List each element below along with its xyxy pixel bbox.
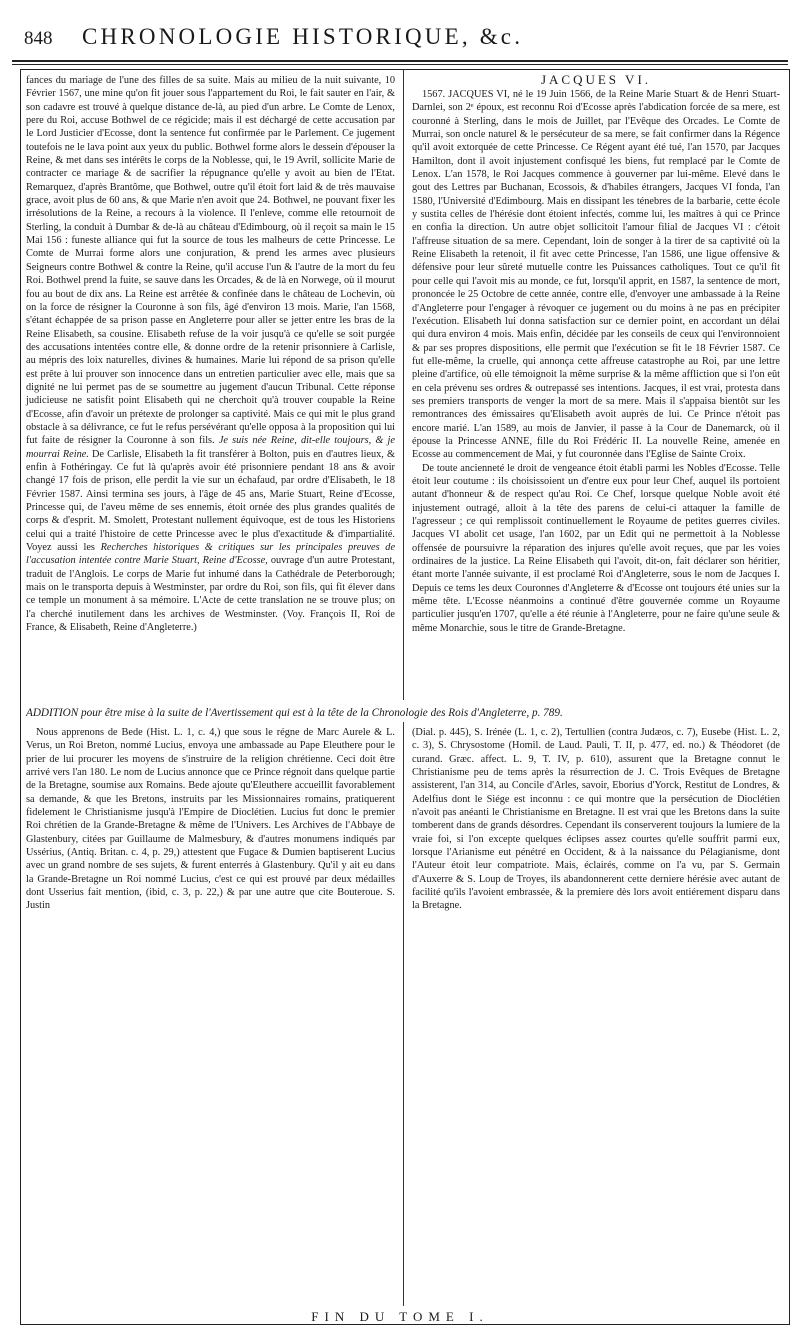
header-rule-thin [12, 64, 788, 65]
addition-right-text: (Dial. p. 445), S. Irénée (L. 1, c. 2), Tertullien (contra Judæos, c. 7), Eusebe (Hist. L. 2, c. 3), S. Chrysostome (Homil. de Laud. Pauli, T. II, p. 477, ed. no.) & Théodoret (de curand. Græc. affect. L. 9, T. IV, p. 610), assurent que la Bretagne connut le Christianisme peu de tems après la résurrection de J. C. Trois Evêques de Bretagne assisterent, l'an 314, au Concile d'Arles, savoir, Eborius d'Yorck, Restitut de Londres, & Adelfius dont le Siége est inconnu : ce qui montre que la persécution de Dioclétien n'avoit pas anéanti le Christianisme en Bretagne. Il est vrai que les Bretons dans la suite tomberent dans de grands désordres. Cependant ils conserverent toujours la lumiere de la vraie foi, si l'on excepte quelques éclipses assez courtes qu'elle souffrit parmi eux, lorsque l'Arianisme eut pénétré en Occident, & à la naissance du Pélagianisme, dont l'Auteur étoit leur compatriote. Mais, éclairés, comme on l'a vu, par S. Germain d'Auxerre & S. Loup de Troyes, ils abandonnerent cette derniere hérésie avec autant de facilité qu'ils l'avoient embrassée, & la premiere dès lors avoit entiérement disparu dans la Bretagne. [412, 727, 780, 912]
left-text-2: De Carlisle, Elisabeth la fit transférer à Bolton, puis en d'autres lieux, & enfin à Fothéringay. Ce fut là qu'après avoir été prisonniere pendant 18 ans & avoir changé 17 fois de prison, elle perdit la vie sur un échafaud, par ordre d'Elisabeth, le 18 Février 1587. Ainsi termina ses jours, à l'âge de 45 ans, Marie Stuart, Reine d'Ecosse, Princesse qui, de l'aveu même de ses ennemis, étoit ornée des plus grandes qualités de corps & d'esprit. M. Smolett, Protestant nullement équivoque, est de tous les Historiens celui qui a traité l'histoire de cette Princesse avec le plus d'exactitude & d'impartialité. Voyez aussi les [26, 448, 395, 554]
addition-left-text: Nous apprenons de Bede (Hist. L. 1, c. 4,) que sous le régne de Marc Aurele & L. Verus, un Roi Breton, nommé Lucius, envoya une ambassade au Pape Eleuthere pour le prier de lui procurer les moyens de s'instruire de la religion chrétienne. Ceci doit être arrivé vers l'an 180. Le nom de Lucius annonce que ce Prince régnoit dans quelque partie de la Bretagne, soumise aux Romains. Bede ajoute qu'Eleuthere accueillit favorablement sa demande, & que les Bretons, instruits par les Missionnaires romains, pratiquerent fidelement le Christianisme jusqu'à l'Empire de Dioclétien. Lucius fut donc le premier Roi chrétien de la Grande-Bretagne & même de l'Univers. Les Archives de l'Abbaye de Glastenbury, citées par Guillaume de Malmesbury, & d'autres monumens indiqués par Ussérius, (Antiq. Britan. c. 4, p. 29,) attestent que Fugace & Dumien baptiserent Lucius avec un grand nombre de ses sujets, & furent enterrés à Glastenbury. Qu'il y ait eu dans la Grande-Bretagne un Roi nommé Lucius, c'est ce qui est prouvé par deux médailles dont Usserius fait mention, (ibid, c. 3, p. 22,) & par une autre que cite Bouteroue. S. Justin [26, 727, 395, 912]
quote: Je suis née Reine, dit-elle toujours, & je mourrai Reine. [26, 435, 395, 460]
column-divider-lower [403, 722, 404, 1306]
addition-right-column [412, 726, 780, 913]
header-rule [12, 60, 788, 62]
right-column [412, 88, 780, 635]
right-text-2: De toute ancienneté le droit de vengeance étoit établi parmi les Nobles d'Ecosse. Telle étoit leur coutume : ils choisissoient un d'entre eux pour leur Chef, auquel ils portoient autant d'honneur & de respect qu'au Roi. Ce Chef, lorsque quelque Noble avoit été injustement outragé, alloit à la tête des parens de celui-ci attaquer la famille de l'agresseur ; ce qui remplissoit continuellement le Royaume de petites guerres civiles. Jacques VI abolit cet usage, l'an 1602, par un Edit qui ne permettoit à la Noblesse offensée de poursuivre la réparation des injures qu'elle avoit reçues, que par les voies ordinaires de la justice. La Reine Elisabeth qui l'avoit, dit-on, fait déclarer son héritier, étant morte l'année suivante, il est proclamé Roi d'Angleterre, sous le nom de Jacques I. Depuis ce tems les deux Couronnes d'Angleterre & d'Ecosse ont toujours été unies sur la même tête. L'Ecosse néanmoins a continué d'être gouvernée comme un Royaume particulier jusqu'en 1707, qu'elle a été réunie à l'Angleterre, pour ne faire qu'une seule & même Monarchie, sous le titre de Grande-Bretagne. [412, 462, 780, 634]
column-divider [403, 70, 404, 700]
left-text: fances du mariage de l'une des filles de sa suite. Mais au milieu de la nuit suivante, 10 Février 1567, une mine qu'on fit jouer sous l'appartement du Roi, le fait sauter en l'air, & son cadavre est trouvé à quelque distance de-là, au pied d'un arbre. Le Comte de Lenox, pere du Roi, accuse Bothwel de ce régicide; mais il est déchargé de cette accusation par le Lord Justicier d'Ecosse, dont la sentence fut confirmée par le Parlement. Ce jugement toutefois ne le lava point aux yeux du public. Bothwel forme alors le dessein d'épouser la Reine, & met dans ses intérêts le corps de la Noblesse, qui, le 19 Avril, sollicite Marie de contracter ce mariage & de sacrifier la répugnance qu'elle y avoit au bien de l'Etat. Remarquez, d'après Brantôme, que Bothwel, outre qu'il étoit fort laid & de très mauvaise grace, avoit plus de 60 ans, & que Marie n'en avoit que 24. Bothwel, ne pouvant fixer les irrésolutions de la Reine, a recours à la violence. Il l'enleve, comme elle retournoit de Sterling, la conduit à Dumbar & de-là au château d'Edimbourg, où il reçoit sa main le 15 Mai 156 : funeste alliance qui fut la source de tous les malheurs de cette Princesse. Le Comte de Murrai forme alors une conjuration, & prend les armes avec plusieurs Seigneurs contre Bothwel & contre la Reine, qu'il accuse l'un & l'autre de la mort du feu Roi. Bothwel prend la fuite, se sauve dans les Orcades, & de là en Norwege, où il mourut fou au bout de dix ans. La Reine est arrêtée & confinée dans le château de Lochevin, où on la force de résigner la Couronne à son fils, âgé d'environ 13 mois. Marie, l'an 1568, s'étant échappée de sa prison passe en Angleterre pour aller se jetter entre les bras de la Reine Elisabeth, sa cousine. Elisabeth refuse de la voir jusqu'à ce qu'elle se soit purgée des accusations intentées contre elle, & donne ordre de la retenir prisonniere à Carlisle, au mépris des loix naturelles, divines & humaines. Marie lui répond de sa prison qu'elle est prête à lui prouver son innocence dans un entretien particulier avec elle, mais que sa dignité ne lui permet pas de se soumettre au jugement d'aucun Tribunal. Cette réponse judicieuse ne satisfit point Elisabeth qui ne cherchoit qu'à trouver coupable la Reine d'Ecosse, afin d'avoir un prétexte de prolonger sa captivité. Mais ce qui mit le plus grand obstacle à sa délivrance, ce fut le refus persévérant qu'elle opposa à la proposition qui lui fut faite de résigner la Couronne à son fils. [26, 75, 395, 447]
addition-left-column [26, 726, 395, 913]
left-text-3: ouvrage d'un autre Protestant, traduit de l'Anglois. Le corps de Marie fut inhumé dans la Cathédrale de Peterborough; mais on le transporta depuis à Westminster, par ordre du Roi, son fils, qui fit élever dans ce temple un monument à sa mémoire. L'Acte de cette translation ne se trouve plus; on l'a cherché inutilement dans les archives de Westminster. (Voy. François II, Roi de France, & Elisabeth, Reine d'Angleterre.) [26, 555, 395, 634]
running-title: CHRONOLOGIE HISTORIQUE, &c. [82, 24, 524, 49]
page-header [12, 22, 788, 56]
left-column [26, 74, 395, 634]
page-number: 848 [24, 28, 53, 49]
left-paragraph [26, 74, 395, 634]
addition-heading: ADDITION pour être mise à la suite de l'Avertissement qui est à la tête de la Chronologie des Rois d'Angleterre, p. 789. [26, 707, 563, 719]
king-heading: JACQUES VI. [540, 72, 652, 87]
reference-title: Recherches historiques & critiques sur les principales preuves de l'accusation intentée contre Marie Stuart, Reine d'Ecosse, [26, 542, 396, 567]
right-text: 1567. JACQUES VI, né le 19 Juin 1566, de la Reine Marie Stuart & de Henri Stuart-Darnlei, son 2ᵉ époux, est reconnu Roi d'Ecosse après l'abdication forcée de sa mere, est couronné à Sterling, dans le mois de Juillet, par l'Evêque des Orcades. Le Comte de Murrai, son oncle naturel & le persécuteur de sa mere, se fait confirmer dans la Régence qu'il avoit extorquée de cette Princesse. Ce Régent ayant été tué, l'an 1570, par Jacques Hamilton, dont il avoit injustement confisqué les biens, fut remplacé par le Comte de Lenox. L'an 1578, le Roi Jacques commence à gouverner par lui-même. Elevé dans le gout des Lettres par Buchanan, Ecossois, & d'habiles étrangers, Jacques VI fonda, l'an 1580, l'Université d'Edimbourg. Mais en dissipant les ténebres de la barbarie, cette école y sustita celles de l'hérésie dont étoient infectés, comme lui, les maîtres à qui ce Prince en confia la direction. Un autre objet sollicitoit l'amour filial de Jacques VI : c'étoit l'affreuse situation de sa mere. Cependant, loin de songer à la tirer de sa captivité où la Reine Elisabeth la retenoit, il fit avec cette Princesse, l'an 1586, une ligue offensive & défensive pour leur sûreté mutuelle contre les Puissances catholiques. Tout ce qu'il fit pour celle qui l'avoit mis au monde, ce fut, lorsqu'il apprit, en 1587, la sentence de mort, prononcée le 25 Octobre de cette année, contre elle, d'envoyer une ambassade à la Reine d'Angleterre pour l'engager à révoquer ce jugement ou du moins à ne pas en précipiter l'exécution. Elisabeth lui donna satisfaction sur ce dernier point, en accordant un délai qui dura environ 4 mois. Mais enfin, décidée par les conseils de ceux qui l'environnoient & par ses propres dispositions, elle permit que l'exécution se fit le 18 Février 1587. Ce fut elle-même, la cruelle, qui annonça cette affreuse catastrophe au Roi, par une lettre pleine d'artifice, où elle témoignoit la même surprise & la même affliction que si l'on eût en cela prévenu ses ordres & outrepassé ses intentions. Jacques, il est vrai, protesta dans ses premiers transports de venger la mort de sa mere. Mais il s'appaisa bientôt sur les remontrances des émissaires qu'Elisabeth avoit auprès de lui. Ce Prince n'étoit pas encore marié. L'an 1589, au mois de Janvier, il passe à la Cour de Danemarck, où il épouse la Princesse ANNE, fille du Roi Frédéric II. La nouvelle Reine, amenée en Ecosse au commencement de Mai, y fut couronnée dans l'Eglise de Sainte Croix. [412, 89, 780, 461]
end-of-volume: FIN DU TOME I. [311, 1309, 489, 1324]
